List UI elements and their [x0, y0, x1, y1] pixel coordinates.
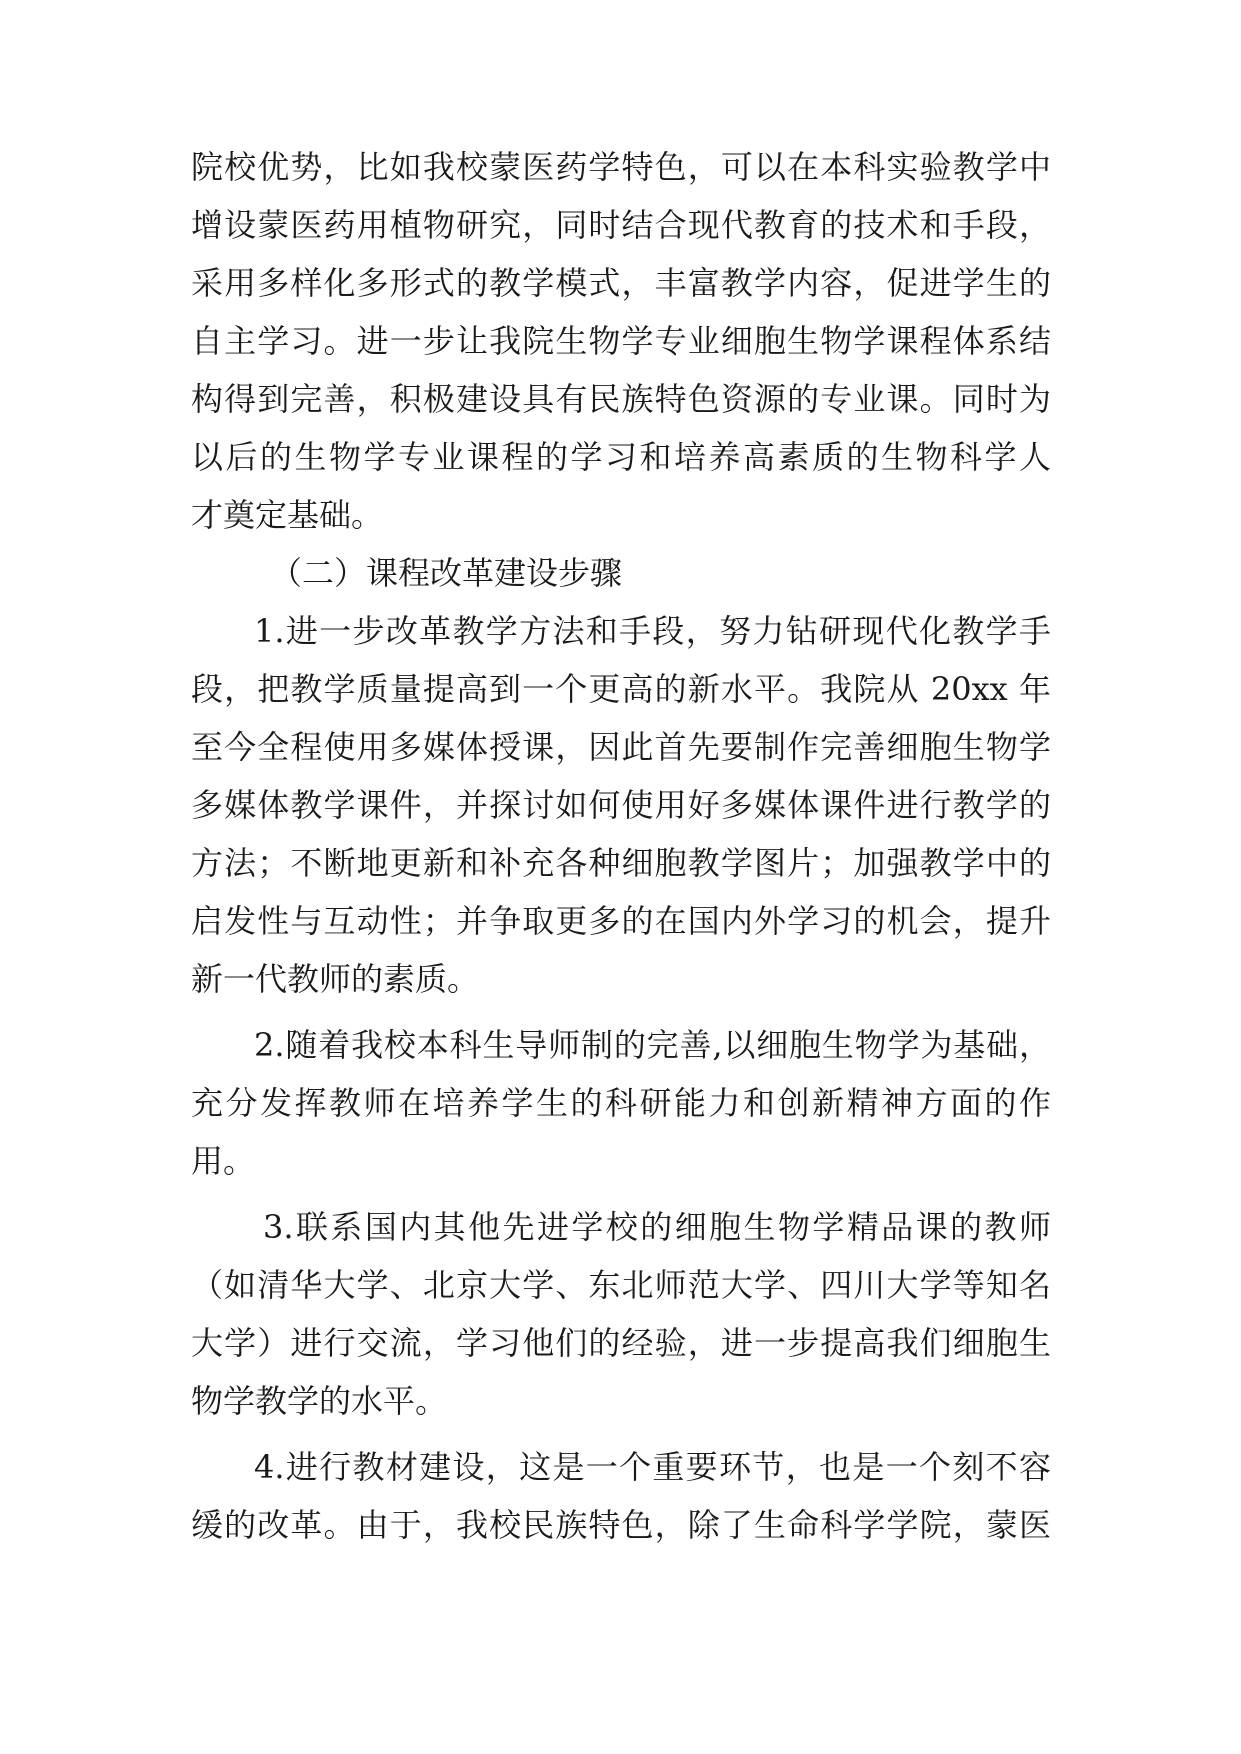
paragraph-line: 至今全程使用多媒体授课，因此首先要制作完善细胞生物学 — [191, 728, 1051, 766]
paragraph-line: 缓的改革。由于，我校民族特色，除了生命科学学院，蒙医 — [191, 1506, 1051, 1544]
paragraph-line: 方法；不断地更新和补充各种细胞教学图片；加强教学中的 — [191, 844, 1051, 882]
paragraph-line: 2.随着我校本科生导师制的完善,以细胞生物学为基础， — [254, 1026, 1051, 1064]
paragraph-line: 1.进一步改革教学方法和手段，努力钻研现代化教学手 — [254, 612, 1051, 650]
paragraph-line: 采用多样化多形式的教学模式，丰富教学内容，促进学生的 — [191, 264, 1051, 302]
paragraph-line: 新一代教师的素质。 — [191, 960, 480, 998]
paragraph-line: 才奠定基础。 — [191, 496, 384, 534]
paragraph-line: 增设蒙医药用植物研究，同时结合现代教育的技术和手段， — [191, 206, 1051, 244]
paragraph-line: 4.进行教材建设，这是一个重要环节，也是一个刻不容 — [254, 1448, 1051, 1486]
paragraph-line: 启发性与互动性；并争取更多的在国内外学习的机会，提升 — [191, 902, 1051, 940]
paragraph-line: 以后的生物学专业课程的学习和培养高素质的生物科学人 — [191, 438, 1051, 476]
paragraph-line: 构得到完善，积极建设具有民族特色资源的专业课。同时为 — [191, 380, 1051, 418]
paragraph-line: 用。 — [191, 1142, 256, 1180]
paragraph-line: 多媒体教学课件，并探讨如何使用好多媒体课件进行教学的 — [191, 786, 1051, 824]
paragraph-line: 3.联系国内其他先进学校的细胞生物学精品课的教师 — [263, 1208, 1051, 1246]
section-heading: （二）课程改革建设步骤 — [270, 554, 623, 592]
paragraph-line: 自主学习。进一步让我院生物学专业细胞生物学课程体系结 — [191, 322, 1051, 360]
paragraph-line: 段，把教学质量提高到一个更高的新水平。我院从 20xx 年 — [191, 670, 1051, 708]
paragraph-line: 院校优势，比如我校蒙医药学特色，可以在本科实验教学中 — [191, 148, 1051, 186]
paragraph-line: 充分发挥教师在培养学生的科研能力和创新精神方面的作 — [191, 1084, 1051, 1122]
paragraph-line: 物学教学的水平。 — [191, 1382, 448, 1420]
paragraph-line: （如清华大学、北京大学、东北师范大学、四川大学等知名 — [191, 1266, 1051, 1304]
paragraph-line: 大学）进行交流，学习他们的经验，进一步提高我们细胞生 — [191, 1324, 1051, 1362]
